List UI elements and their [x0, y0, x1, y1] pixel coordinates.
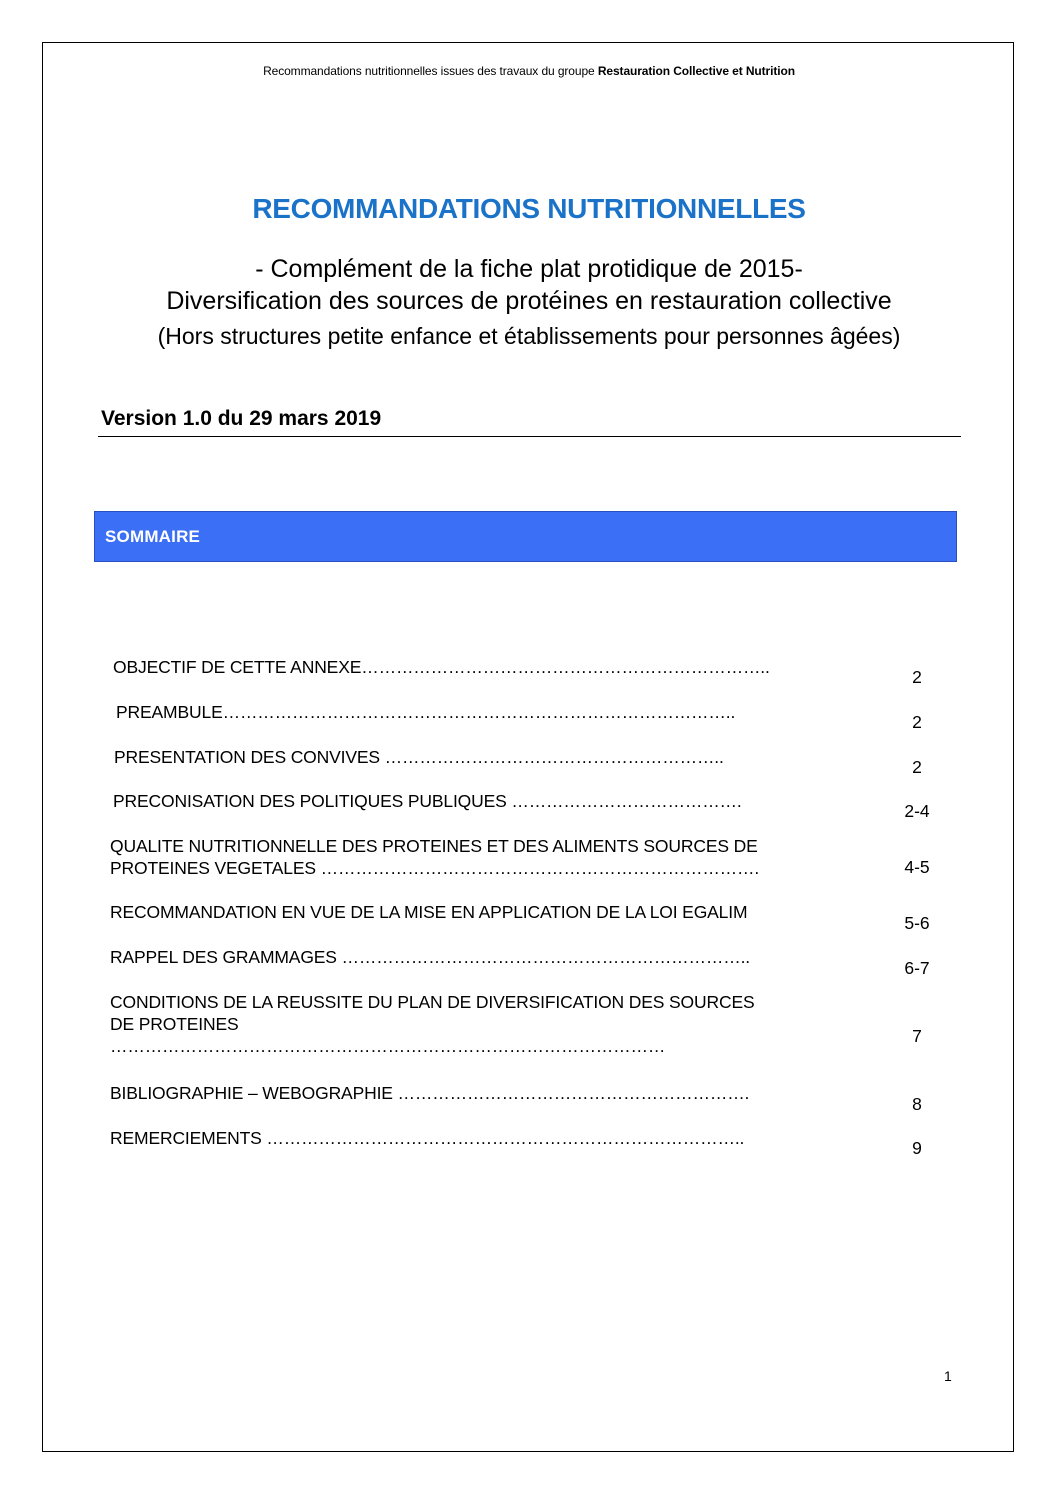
running-header-prefix: Recommandations nutritionnelles issues des travaux du groupe: [263, 64, 598, 78]
running-header: [0, 64, 1058, 78]
toc-entry-qualite-line-1[interactable]: QUALITE NUTRITIONNELLE DES PROTEINES ET DES ALIMENTS SOURCES DE: [110, 836, 758, 856]
toc-page-remerciements: 9: [912, 1138, 922, 1158]
sommaire-heading: SOMMAIRE: [105, 527, 201, 546]
toc-entry-qualite-line-2[interactable]: PROTEINES VEGETALES ………………………………………………………………….: [110, 858, 760, 878]
toc-page-egalim: 5-6: [904, 913, 930, 933]
toc-entry-politiques[interactable]: PRECONISATION DES POLITIQUES PUBLIQUES ………………………………….: [113, 791, 742, 811]
subtitle-line-3: (Hors structures petite enfance et établissements pour personnes âgées): [157, 323, 901, 349]
toc-entry-conditions-line-3[interactable]: ……………………………………………………………………………………: [110, 1036, 666, 1056]
version-label: Version 1.0 du 29 mars 2019: [101, 407, 382, 430]
subtitle-line-1: - Complément de la fiche plat protidique de 2015-: [255, 255, 803, 283]
running-header-group: Restauration Collective et Nutrition: [597, 64, 795, 78]
toc-entry-conditions-line-1[interactable]: CONDITIONS DE LA REUSSITE DU PLAN DE DIVERSIFICATION DES SOURCES: [110, 992, 755, 1012]
toc-entry-egalim[interactable]: RECOMMANDATION EN VUE DE LA MISE EN APPLICATION DE LA LOI EGALIM: [110, 902, 748, 922]
toc-page-convives: 2: [912, 757, 922, 777]
document-title: RECOMMANDATIONS NUTRITIONNELLES: [252, 193, 806, 224]
toc-page-qualite: 4-5: [904, 857, 930, 877]
toc-entry-bibliographie[interactable]: BIBLIOGRAPHIE – WEBOGRAPHIE …………………………………………………….: [110, 1083, 750, 1103]
toc-page-objectif: 2: [912, 667, 922, 687]
toc-entry-remerciements[interactable]: REMERCIEMENTS ………………………………………………………………………..: [110, 1128, 745, 1148]
toc-entry-convives[interactable]: PRESENTATION DES CONVIVES …………………………………………………..: [114, 747, 724, 767]
subtitle-line-2: Diversification des sources de protéines en restauration collective: [166, 287, 892, 315]
toc-entry-grammages[interactable]: RAPPEL DES GRAMMAGES ……………………………………………………………..: [110, 947, 751, 967]
toc-entry-preambule[interactable]: PREAMBULE……………………………………………………………………………..: [116, 702, 736, 722]
toc-page-conditions: 7: [912, 1026, 922, 1046]
sommaire-banner: [94, 511, 957, 562]
toc-page-grammages: 6-7: [904, 958, 930, 978]
page-number: 1: [944, 1368, 952, 1384]
version-divider: [98, 436, 961, 437]
toc-page-politiques: 2-4: [904, 801, 930, 821]
toc-entry-conditions-line-2[interactable]: DE PROTEINES: [110, 1014, 239, 1034]
toc-entry-objectif[interactable]: OBJECTIF DE CETTE ANNEXE……………………………………………………………..: [113, 657, 770, 677]
toc-page-bibliographie: 8: [912, 1094, 922, 1114]
toc-page-preambule: 2: [912, 712, 922, 732]
